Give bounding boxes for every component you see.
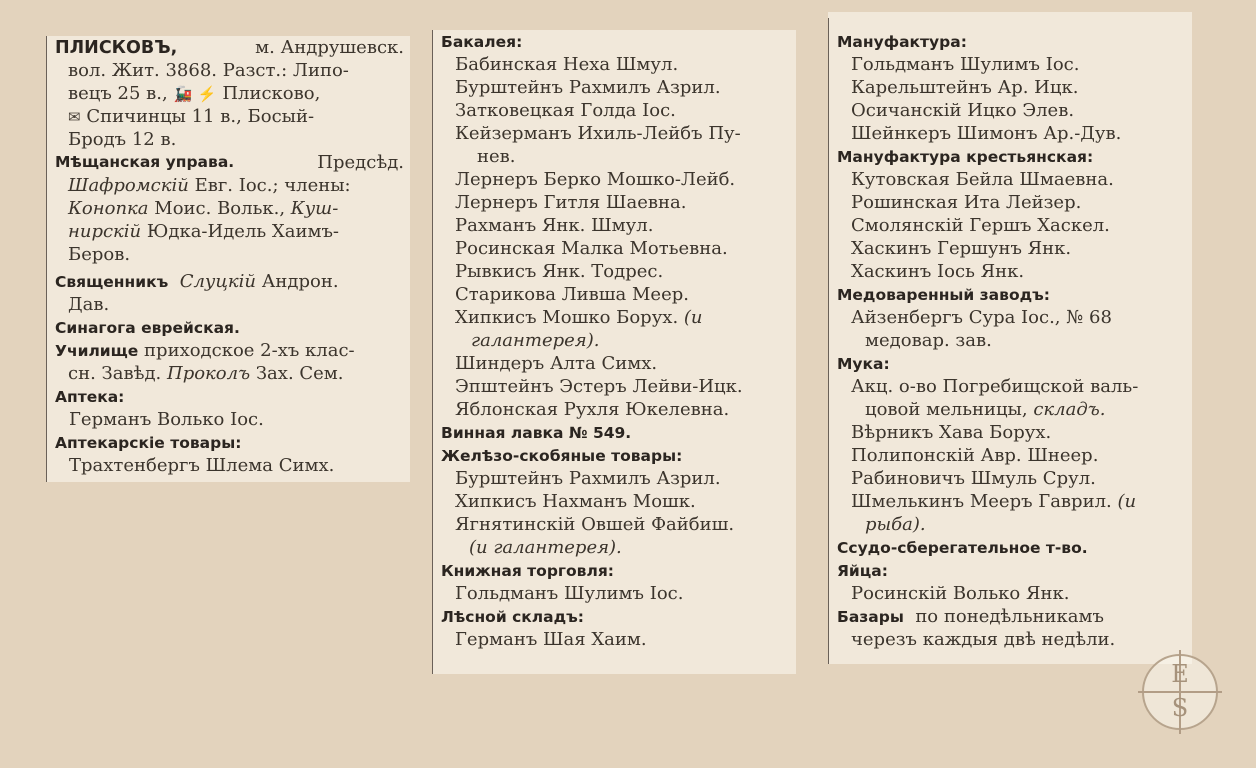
entry-line: Шафромскій Евг. Іос.; члены:	[68, 175, 351, 196]
section-wine-shop: Винная лавка № 549.	[441, 424, 632, 442]
section-grocery: Бакалея:	[441, 33, 523, 51]
list-item: Яблонская Рухля Юкелевна.	[455, 399, 730, 420]
watermark-logo	[1138, 650, 1222, 734]
column-middle	[432, 30, 796, 674]
section-school: Училище приходское 2-хъ клас-	[55, 340, 355, 361]
column-left	[46, 36, 410, 482]
list-item: Карельштейнъ Ар. Ицк.	[851, 77, 1079, 98]
list-item: Кутовская Бейла Шмаевна.	[851, 169, 1114, 190]
list-item: Шмелькинъ Мееръ Гаврил. (и	[851, 491, 1137, 512]
logo-letter-bottom: S	[1171, 694, 1189, 722]
column-right	[828, 18, 1192, 664]
list-item: Айзенбергъ Сура Іос., № 68	[851, 307, 1112, 328]
list-item: Шейнкеръ Шимонъ Ар.-Дув.	[851, 123, 1122, 144]
list-item: Хаскинъ Іось Янк.	[851, 261, 1025, 282]
list-item: медовар. зав.	[865, 330, 992, 351]
section-pharmacy-goods: Аптекарскіе товары:	[55, 434, 242, 452]
entry-line: Дав.	[68, 294, 110, 315]
list-item: Шиндеръ Алта Симх.	[455, 353, 658, 374]
section-flour: Мука:	[837, 355, 890, 373]
section-manufactory-peasant: Мануфактура крестьянская:	[837, 148, 1094, 166]
section-uprava: Мѣщанская управа. Предсѣд.	[55, 152, 404, 173]
section-pharmacy: Аптека:	[55, 388, 125, 406]
list-item: Бурштейнъ Рахмилъ Азрил.	[455, 77, 721, 98]
list-item: черезъ каждыя двѣ недѣли.	[851, 629, 1116, 650]
list-item: Затковецкая Голда Іос.	[455, 100, 676, 121]
list-item: Смолянскій Гершъ Хаскел.	[851, 215, 1110, 236]
list-item: Росинская Малка Мотьевна.	[455, 238, 728, 259]
list-item: Хаскинъ Гершунъ Янк.	[851, 238, 1072, 259]
section-manufactory: Мануфактура:	[837, 33, 967, 51]
list-item: Рывкисъ Янк. Тодрес.	[455, 261, 664, 282]
list-item: Бабинская Неха Шмул.	[455, 54, 679, 75]
list-item: Германъ Шая Хаим.	[455, 629, 647, 650]
list-item: Рошинская Ита Лейзер.	[851, 192, 1082, 213]
list-item: Рахманъ Янк. Шмул.	[455, 215, 654, 236]
list-item: Эпштейнъ Эстеръ Лейви-Ицк.	[455, 376, 743, 397]
list-item: Лернеръ Гитля Шаевна.	[455, 192, 687, 213]
list-item: нев.	[477, 146, 516, 167]
list-item: Полипонскій Авр. Шнеер.	[851, 445, 1099, 466]
place-description-line: Бродъ 12 в.	[68, 129, 177, 150]
railway-station-icon: 🚂	[173, 85, 193, 103]
list-item: Росинскій Волько Янк.	[851, 583, 1070, 604]
entry-line: Беров.	[68, 244, 131, 265]
list-item-note: галантерея).	[471, 330, 600, 351]
entry-line: нирскій Юдка-Идель Хаимъ-	[68, 221, 339, 242]
list-item: цовой мельницы, складъ.	[865, 399, 1106, 420]
entry-place-title: ПЛИСКОВЪ, м. Андрушевск.	[55, 37, 404, 58]
list-item: Гольдманъ Шулимъ Іос.	[455, 583, 684, 604]
list-item: Лернеръ Берко Мошко-Лейб.	[455, 169, 736, 190]
place-description-line: ✉ Спичинцы 11 в., Босый-	[68, 106, 315, 127]
list-item: Ягнятинскій Овшей Файбиш.	[455, 514, 735, 535]
entry-line: Германъ Волько Іос.	[69, 409, 264, 430]
section-eggs: Яйца:	[837, 562, 888, 580]
logo-letter-top: E	[1171, 660, 1189, 688]
section-savings: Ссудо-сберегательное т-во.	[837, 539, 1088, 557]
entry-line: сн. Завѣд. Проколъ Зах. Сем.	[68, 363, 344, 384]
section-synagogue: Синагога еврейская.	[55, 319, 240, 337]
section-mead-factory: Медоваренный заводъ:	[837, 286, 1050, 304]
post-office-icon: ✉	[68, 108, 81, 126]
section-priest: Священникъ Слуцкій Андрон.	[55, 271, 339, 292]
section-hardware: Желѣзо-скобяные товары:	[441, 447, 683, 465]
section-books: Книжная торговля:	[441, 562, 614, 580]
list-item: Кейзерманъ Ихиль-Лейбъ Пу-	[455, 123, 741, 144]
section-timber: Лѣсной складъ:	[441, 608, 584, 626]
list-item: Старикова Ливша Меер.	[455, 284, 689, 305]
place-description-line: вол. Жит. 3868. Разст.: Липо-	[68, 60, 349, 81]
list-item: Осичанскій Ицко Элев.	[851, 100, 1075, 121]
list-item: Хипкисъ Нахманъ Мошк.	[455, 491, 696, 512]
telegraph-icon: ⚡	[197, 85, 217, 103]
list-item-note: рыба).	[865, 514, 926, 535]
list-item-note: (и галантерея).	[469, 537, 622, 558]
entry-line: Трахтенбергъ Шлема Симх.	[69, 455, 335, 476]
list-item: Гольдманъ Шулимъ Іос.	[851, 54, 1080, 75]
section-bazaar: Базары по понедѣльникамъ	[837, 606, 1104, 627]
list-item: Акц. о-во Погребищской валь-	[851, 376, 1139, 397]
list-item: Вѣрникъ Хава Борух.	[851, 422, 1052, 443]
list-item: Бурштейнъ Рахмилъ Азрил.	[455, 468, 721, 489]
entry-line: Конопка Моис. Вольк., Куш-	[68, 198, 339, 219]
list-item: Хипкисъ Мошко Борух. (и	[455, 307, 703, 328]
list-item: Рабиновичъ Шмуль Срул.	[851, 468, 1096, 489]
place-description-line: вецъ 25 в., 🚂 ⚡ Плисково,	[68, 83, 321, 104]
